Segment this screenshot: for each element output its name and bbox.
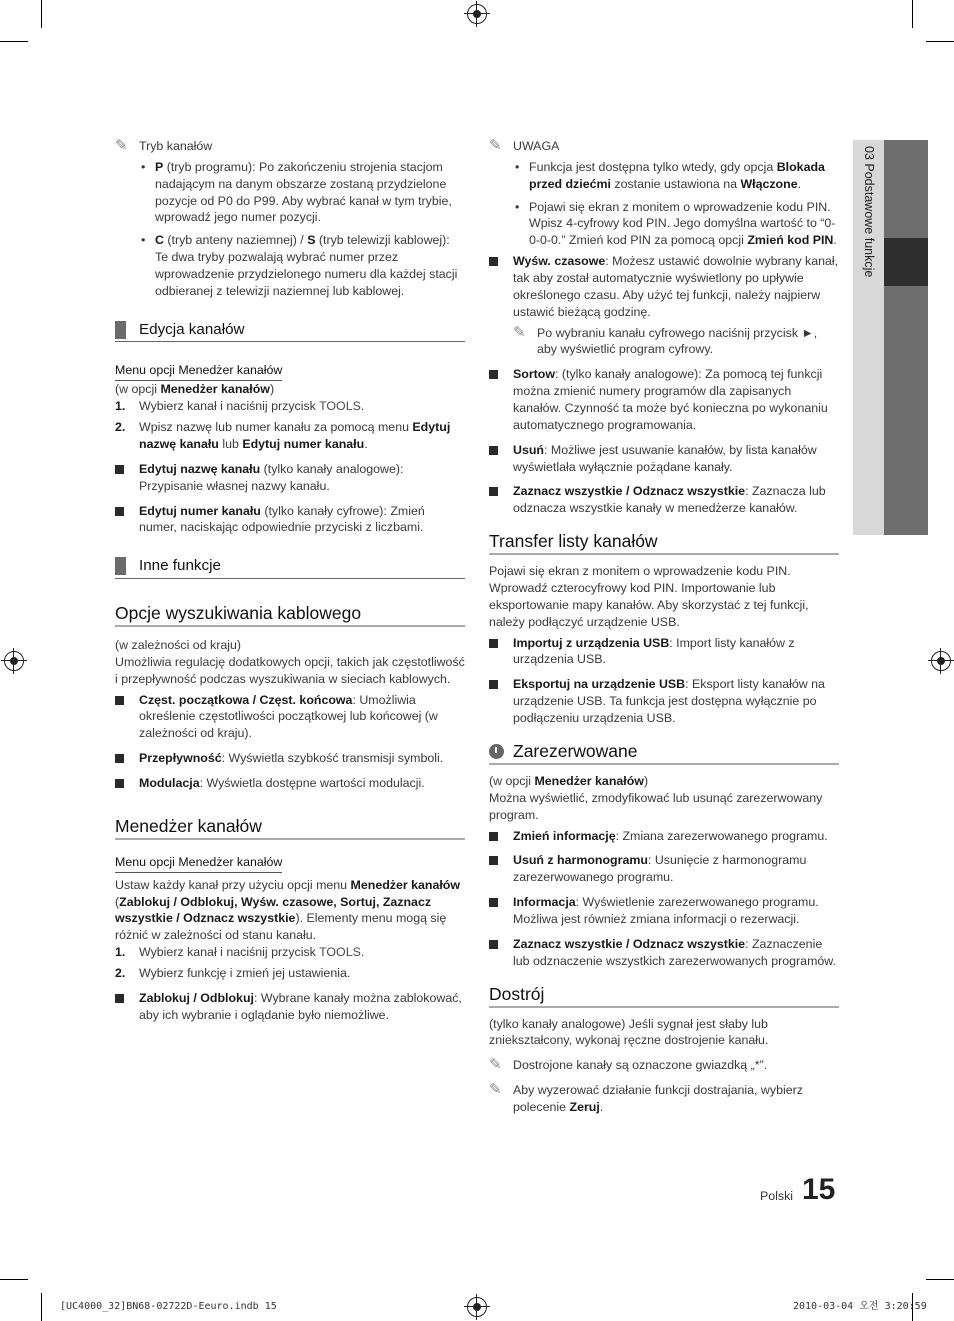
note: ✎ Aby wyzerować działanie funkcji dostrajania, wybierz polecenie Zeruj. <box>489 1081 803 1114</box>
step: 1. Wybierz kanał i naciśnij przycisk TOOLS. <box>115 399 365 414</box>
print-info-date: 2010-03-04 오전 3:20:59 <box>793 1301 927 1312</box>
note-tryb <box>115 138 465 155</box>
registration-mark-icon <box>4 651 24 671</box>
crop-mark <box>0 1279 28 1280</box>
list-item: Eksportuj na urządzenie USB: Eksport listy kanałów na urządzenie USB. Ta funkcja jest dostępna wyłącznie po podłączeniu urządzenia USB. <box>489 676 839 727</box>
intro-text: (tylko kanały analogowe) Jeśli sygnał jest słaby lub zniekształcony, wykonaj ręczne dostrojenie kanału. <box>489 1016 769 1048</box>
condition-text: (w zależności od kraju) <box>115 637 242 652</box>
list-item: • Pojawi się ekran z monitem o wprowadzenie kodu PIN. Wpisz 4-cyfrowy kod PIN. Jego domyślna wartość to “0-0-0-0.” Zmień kod PIN za pomocą opcji Zmień kod PIN. <box>489 199 839 250</box>
list-item: Importuj z urządzenia USB: Import listy kanałów z urządzenia USB. <box>489 635 839 669</box>
note-label: UWAGA <box>513 139 560 153</box>
step: 2. Wpisz nazwę lub numer kanału za pomocą menu Edytuj nazwę kanału lub Edytuj numer kanału. <box>115 420 451 451</box>
list-item: Zaznacz wszystkie / Odznacz wszystkie: Zaznacza lub odznacza wszystkie kanały w menedżerze kanałów. <box>489 483 839 517</box>
print-info-file: [UC4000_32]BN68-02722D-Eeuro.indb 15 <box>60 1301 277 1312</box>
footer-language: Polski <box>760 1189 794 1203</box>
crop-mark <box>0 41 28 42</box>
note-pencil-icon: ✎ <box>513 323 526 341</box>
crop-mark <box>926 1279 954 1280</box>
list-item: Usuń: Możliwe jest usuwanie kanałów, by lista kanałów wyświetlała wyłącznie pożądane kanały. <box>489 442 839 476</box>
section-title: Transfer listy kanałów <box>489 531 839 555</box>
tryb-list <box>115 159 465 300</box>
intro-text: Ustaw każdy kanał przy użyciu opcji menu Menedżer kanałów (Zablokuj / Odblokuj, Wyśw. czasowe, Sortuj, Zaznacz wszystkie / Odznacz wszystkie). Elementy menu mogą się różnić w zależności od stanu kanału. <box>115 877 461 943</box>
uwaga-list <box>489 159 839 249</box>
list-item: • Funkcja jest dostępna tylko wtedy, gdy opcja Blokada przed dziećmi zostanie ustawiona na Włączone. <box>489 159 839 193</box>
step: 1. Wybierz kanał i naciśnij przycisk TOOLS. <box>115 945 365 960</box>
list-item: • P (tryb programu): Po zakończeniu strojenia stacjom nadającym na danym obszarze zostaną przydzielone pozycje od P0 do P99. Aby wybrać kanał w tym trybie, wprowadź jego numer pozycji. <box>115 159 465 226</box>
list-item: Przepływność: Wyświetla szybkość transmisji symboli. <box>115 750 465 767</box>
list-item: Informacja: Wyświetlenie zarezerwowanego programu. Możliwa jest również zmiana informacji o rezerwacji. <box>489 894 839 928</box>
section-title: Zarezerwowane <box>489 741 839 765</box>
list-item: Częst. początkowa / Częst. końcowa: Umożliwia określenie częstotliwości początkowej lub końcowej (w zależności od kraju). <box>115 692 465 743</box>
note-text: Tryb kanałów <box>139 139 213 153</box>
clock-icon <box>489 744 504 759</box>
note: ✎ Dostrojone kanały są oznaczone gwiazdką „*”. <box>489 1057 839 1074</box>
note-pencil-icon: ✎ <box>489 137 502 154</box>
crop-mark <box>41 1293 42 1321</box>
option-context: (w opcji Menedżer kanałów) <box>115 382 275 397</box>
list-item: Wyśw. czasowe: Możesz ustawić dowolnie wybrany kanał, tak aby został automatycznie wyświetlony po upływie określonego czasu. Aby użyć tej funkcji, należy najpierw ustawić bieżącą godzinę. <box>489 253 839 320</box>
section-title: Dostrój <box>489 984 839 1008</box>
subsection-title: Inne funkcje <box>115 556 465 579</box>
list-item: Zmień informację: Zmiana zarezerwowanego programu. <box>489 828 839 845</box>
intro-text: Pojawi się ekran z monitem o wprowadzenie kodu PIN. Wprowadź czterocyfrowy kod PIN. Importowanie lub eksportowanie mapy kanałów. Aby skorzystać z tej funkcji, należy podłączyć urządzenie USB. <box>489 564 809 629</box>
intro-text: Umożliwia regulację dodatkowych opcji, takich jak częstotliwość i przepływność podczas wyszukiwania w sieciach kablowych. <box>115 654 465 686</box>
list-item: Sortow: (tylko kanały analogowe): Za pomocą tej funkcji można zmienić numery programów dla zapisanych kanałów. Czynność ta może być konieczna po wykonaniu automatycznego programowania. <box>489 366 839 433</box>
registration-mark-icon <box>931 651 951 671</box>
section-title: Menedżer kanałów <box>115 816 465 840</box>
step: 2. Wybierz funkcję i zmień jej ustawienia. <box>115 966 351 980</box>
list-item: Zaznacz wszystkie / Odznacz wszystkie: Zaznaczenie lub odznaczenie wszystkich zarezerwowanych programów. <box>489 936 839 970</box>
list-item: Usuń z harmonogramu: Usunięcie z harmonogramu zarezerwowanego programu. <box>489 852 839 886</box>
registration-mark-icon <box>467 4 487 24</box>
registration-mark-icon <box>467 1297 487 1317</box>
note-pencil-icon: ✎ <box>115 137 128 154</box>
list-item: Edytuj nazwę kanału (tylko kanały analogowe): Przypisanie własnej nazwy kanału. <box>115 461 465 495</box>
note-pencil-icon: ✎ <box>489 1056 502 1074</box>
chapter-tab <box>853 140 928 535</box>
crop-mark <box>926 41 954 42</box>
page-number: 15 <box>802 1173 836 1206</box>
sub-note: ✎ Po wybraniu kanału cyfrowego naciśnij przycisk ►, aby wyświetlić program cyfrowy. <box>513 323 818 357</box>
intro-text: Można wyświetlić, zmodyfikować lub usunąć zarezerwowany program. <box>489 790 823 822</box>
right-column <box>489 138 839 1116</box>
list-item: • C (tryb anteny naziemnej) / S (tryb telewizji kablowej): Te dwa tryby pozwalają wybrać numer przez wprowadzenie przydzielonego numeru dla każdej stacji odbieranej z telewizji naziemnej lub kablowej. <box>115 232 465 299</box>
list-item: Modulacja: Wyświetla dostępne wartości modulacji. <box>115 775 465 792</box>
section-title: Opcje wyszukiwania kablowego <box>115 603 465 627</box>
crop-mark <box>41 0 42 28</box>
list-item: Edytuj numer kanału (tylko kanały cyfrowe): Zmień numer, naciskając odpowiednie przyciski z liczbami. <box>115 503 465 537</box>
crop-mark <box>912 0 913 28</box>
chapter-label: 03 Podstawowe funkcje <box>862 146 876 278</box>
menu-path: Menu opcji Menedżer kanałów <box>115 854 282 873</box>
note-pencil-icon: ✎ <box>489 1081 502 1099</box>
note-uwaga <box>489 138 839 155</box>
subsection-title: Edycja kanałów <box>115 320 465 343</box>
option-context: (w opcji Menedżer kanałów) <box>489 773 649 788</box>
left-column <box>115 138 465 1024</box>
menu-path: Menu opcji Menedżer kanałów <box>115 362 282 381</box>
list-item: Zablokuj / Odblokuj: Wybrane kanały można zablokować, aby ich wybranie i oglądanie było niemożliwe. <box>115 990 465 1024</box>
